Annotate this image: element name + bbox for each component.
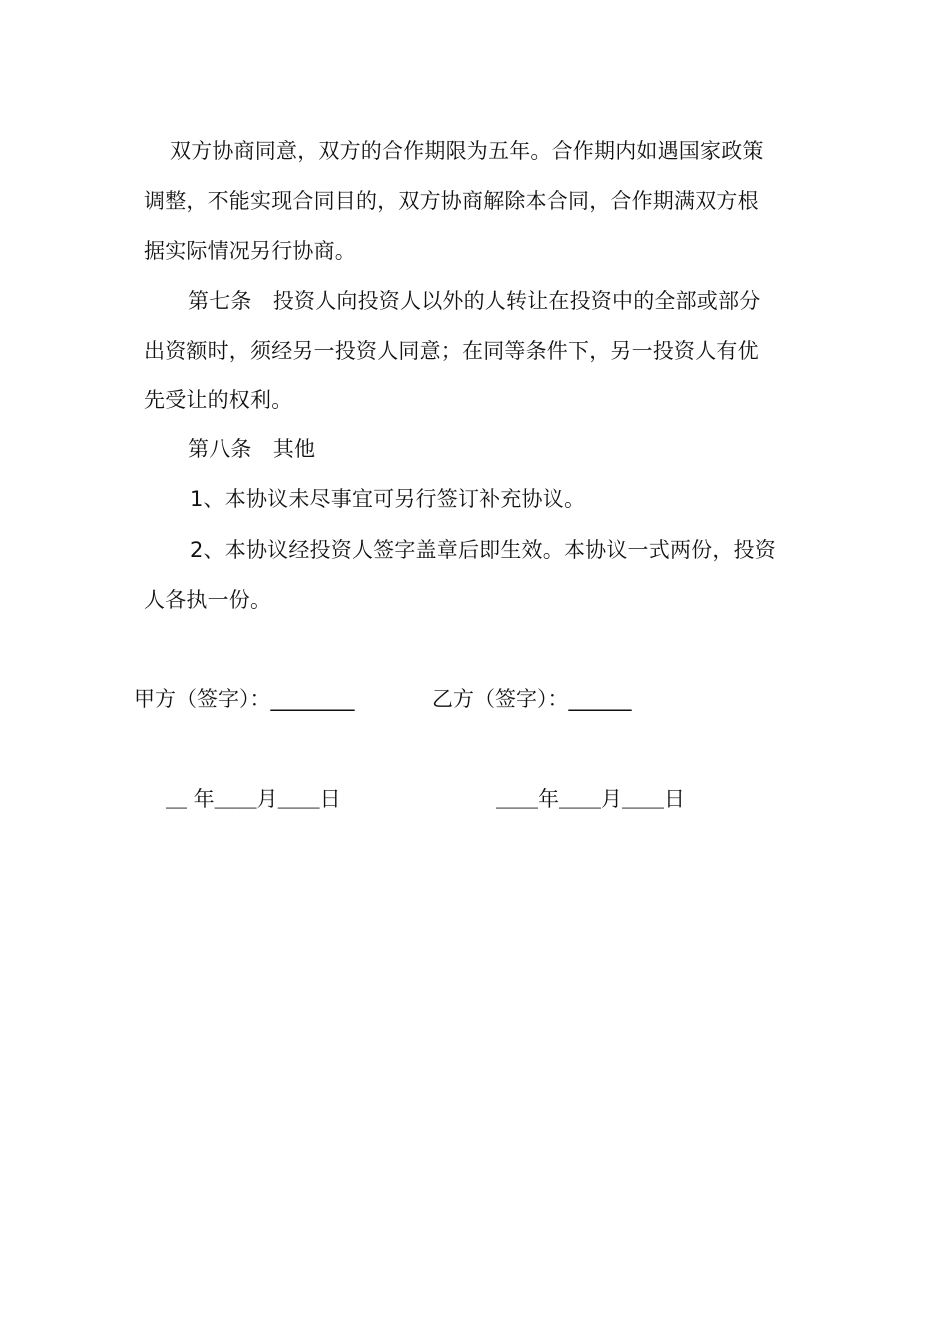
- article-7-line-2: 出资额时，须经另一投资人同意；在同等条件下，另一投资人有优: [144, 339, 759, 363]
- article-8-item-1: 1、本协议未尽事宜可另行签订补充协议。: [190, 487, 586, 511]
- article-8-heading: 第八条 其他: [188, 437, 316, 461]
- party-b-date: ＿＿年＿＿月＿＿日: [496, 787, 685, 811]
- paragraph-1-line-3: 据实际情况另行协商。: [144, 239, 356, 263]
- party-a-signature: 甲方（签字）：________: [134, 687, 355, 711]
- article-8-item-2-line-1: 2、本协议经投资人签字盖章后即生效。本协议一式两份，投资: [190, 538, 776, 562]
- party-a-date: ＿ 年＿＿月＿＿日: [166, 787, 341, 811]
- paragraph-1-line-2: 调整，不能实现合同目的，双方协商解除本合同，合作期满双方根: [144, 189, 759, 213]
- party-b-signature: 乙方（签字）：______: [432, 687, 632, 711]
- article-8-item-2-line-2: 人各执一份。: [144, 588, 272, 612]
- article-7-line-1: 第七条 投资人向投资人以外的人转让在投资中的全部或部分: [188, 289, 761, 313]
- paragraph-1-line-1: 双方协商同意，双方的合作期限为五年。合作期内如遇国家政策: [170, 139, 764, 163]
- article-7-line-3: 先受让的权利。: [144, 388, 293, 412]
